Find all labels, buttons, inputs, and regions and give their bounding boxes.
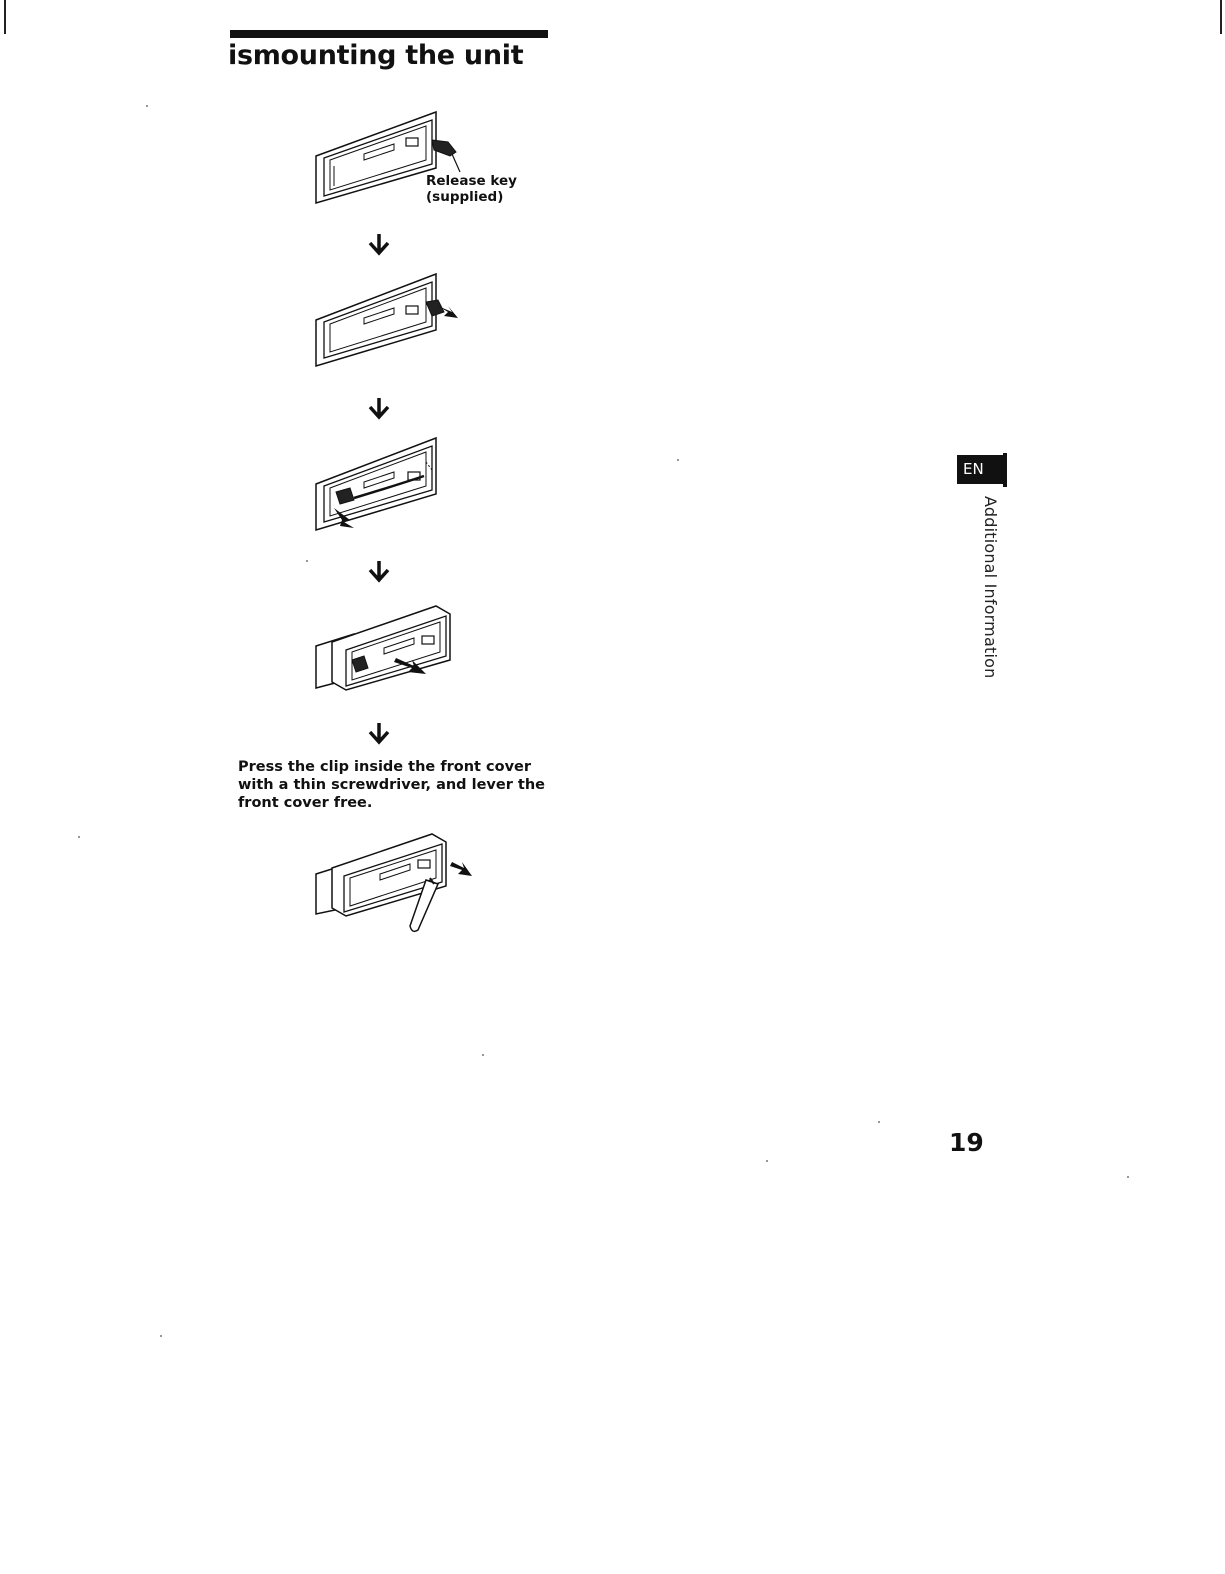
page-edge-right [1220, 0, 1222, 34]
release-key-callout [426, 173, 517, 205]
scan-speck [1127, 1176, 1129, 1178]
scan-speck [482, 1054, 484, 1056]
down-arrow-icon [367, 721, 391, 745]
scan-speck [306, 560, 308, 562]
down-arrow-icon [367, 396, 391, 420]
callout-line-2: (supplied) [426, 189, 504, 205]
down-arrow-icon [367, 559, 391, 583]
language-tab-edge [1003, 453, 1007, 487]
page-title: ismounting the unit [228, 40, 524, 71]
callout-line-1: Release key [426, 173, 517, 189]
scan-speck [677, 459, 679, 461]
figure-step-5-lever-front-cover [314, 826, 484, 936]
scan-speck [160, 1335, 162, 1337]
figure-step-2-pull-key [314, 272, 474, 372]
figure-step-3-insert-second-key [314, 436, 474, 536]
scan-speck [766, 1160, 768, 1162]
scan-speck [146, 105, 148, 107]
figure-step-4-pull-unit-out [314, 598, 474, 698]
instruction-text: Press the clip inside the front cover with a thin screwdriver, and lever the front cover free. [238, 759, 545, 811]
page-edge-left [4, 0, 6, 34]
scan-speck [78, 836, 80, 838]
title-rule [230, 30, 548, 38]
down-arrow-icon [367, 232, 391, 256]
scan-speck [878, 1121, 880, 1123]
language-tab: EN [957, 455, 1007, 484]
page-number: 19 [949, 1128, 984, 1157]
section-label: Additional Information [981, 496, 1000, 679]
